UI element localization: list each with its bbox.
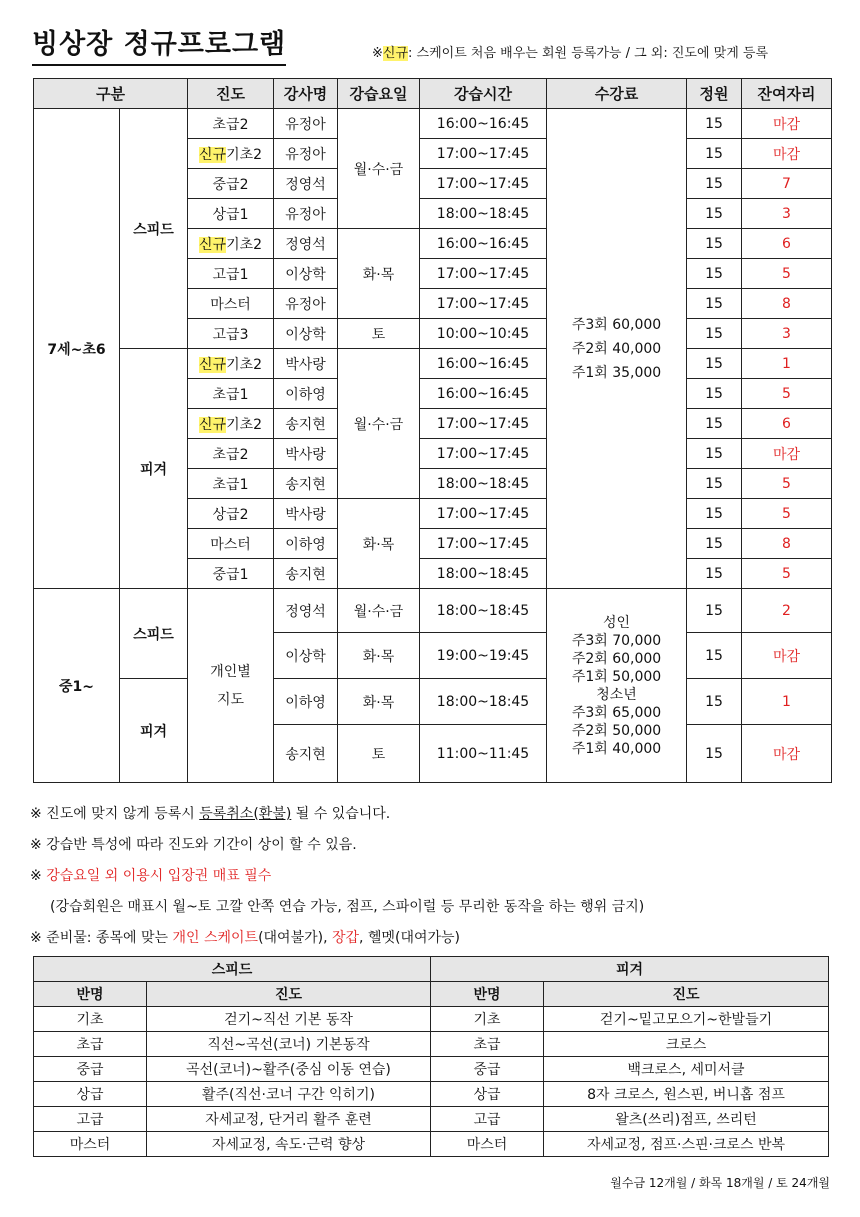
teacher: 정영석: [274, 589, 338, 633]
time: 17:00~17:45: [420, 499, 547, 529]
remaining: 마감: [742, 439, 832, 469]
capacity: 15: [687, 529, 742, 559]
fee-line: 청소년: [596, 686, 637, 703]
fee-line: 주3회 65,000: [571, 704, 662, 721]
capacity: 15: [687, 199, 742, 229]
header-category: 구분: [34, 79, 188, 109]
speed-desc: 활주(직선·코너 구간 익히기): [147, 1082, 431, 1107]
time: 19:00~19:45: [420, 633, 547, 679]
levels-title-row: [34, 957, 829, 982]
fee-line: 주1회 50,000: [571, 668, 662, 685]
note-practice: (강습회원은 매표시 월~토 고깔 안쪽 연습 가능, 점프, 스파이럴 등 무리한 동작을 하는 행위 금지): [50, 899, 645, 915]
speed-class: 상급: [34, 1082, 147, 1107]
fee: [547, 109, 687, 589]
teacher: 박사랑: [274, 499, 338, 529]
figure-desc: 백크로스, 세미서클: [544, 1057, 829, 1082]
remaining: 마감: [742, 139, 832, 169]
level: [188, 109, 274, 139]
age-group-elementary: 7세~초6: [34, 109, 120, 589]
level: [188, 439, 274, 469]
days: 화·목: [338, 499, 420, 589]
figure-class: 상급: [431, 1082, 544, 1107]
fee-line: 주2회 40,000: [571, 340, 662, 357]
table-row: [34, 1032, 829, 1057]
level: [188, 529, 274, 559]
speed-desc: 자세교정, 단거리 활주 훈련: [147, 1107, 431, 1132]
teacher: 송지현: [274, 559, 338, 589]
level: [188, 469, 274, 499]
notes: [30, 799, 840, 954]
remaining: 7: [742, 169, 832, 199]
days: 화·목: [338, 679, 420, 725]
new-tag: 신규: [199, 236, 227, 253]
capacity: 15: [687, 439, 742, 469]
capacity: 15: [687, 139, 742, 169]
remaining: 1: [742, 349, 832, 379]
levels-figure-title: 피겨: [431, 957, 829, 982]
time: 17:00~17:45: [420, 409, 547, 439]
header-fee: 수강료: [547, 79, 687, 109]
time: 17:00~17:45: [420, 529, 547, 559]
capacity: 15: [687, 679, 742, 725]
level-individual-line1: 개인별: [210, 663, 251, 680]
figure-desc: 왈츠(쓰리)점프, 쓰리턴: [544, 1107, 829, 1132]
time: 17:00~17:45: [420, 289, 547, 319]
fee-adult-youth: [547, 589, 687, 783]
capacity: 15: [687, 499, 742, 529]
legend-note: [372, 42, 768, 61]
speed-class: 중급: [34, 1057, 147, 1082]
speed-class: 마스터: [34, 1132, 147, 1157]
figure-desc: 크로스: [544, 1032, 829, 1057]
remaining: 5: [742, 469, 832, 499]
figure-desc: 걷기~밑고모으기~한발들기: [544, 1007, 829, 1032]
level: [188, 379, 274, 409]
level-name: 초급2: [212, 116, 249, 133]
level-name: 초급2: [212, 446, 249, 463]
level: [188, 409, 274, 439]
teacher: 유정아: [274, 289, 338, 319]
teacher: 송지현: [274, 725, 338, 783]
page-title: 빙상장 정규프로그램: [32, 28, 286, 66]
capacity: 15: [687, 633, 742, 679]
note-ticket: [30, 861, 840, 892]
new-tag: 신규: [199, 356, 227, 373]
remaining: 5: [742, 379, 832, 409]
level: [188, 559, 274, 589]
table-row: [34, 1132, 829, 1157]
header-teacher: 강사명: [274, 79, 338, 109]
level-name: 상급1: [212, 206, 249, 223]
table-row: [34, 1007, 829, 1032]
time: 17:00~17:45: [420, 439, 547, 469]
levels-class-header: 반명: [34, 982, 147, 1007]
table-row: [34, 589, 832, 633]
time: 11:00~11:45: [420, 725, 547, 783]
remaining: 마감: [742, 633, 832, 679]
remaining: 3: [742, 199, 832, 229]
sport-speed: 스피드: [120, 589, 188, 679]
speed-class: 기초: [34, 1007, 147, 1032]
time: 18:00~18:45: [420, 469, 547, 499]
note-text: ※ 진도에 맞지 않게 등록시: [30, 806, 200, 822]
time: 16:00~16:45: [420, 379, 547, 409]
level: [188, 499, 274, 529]
remaining: 6: [742, 409, 832, 439]
note-red: 장갑: [331, 930, 360, 946]
legend-mark: ※: [372, 46, 383, 61]
figure-class: 기초: [431, 1007, 544, 1032]
level: [188, 319, 274, 349]
level: [188, 259, 274, 289]
level-name: 기초2: [226, 356, 263, 373]
speed-desc: 곡선(코너)~활주(중심 이동 연습): [147, 1057, 431, 1082]
time: 18:00~18:45: [420, 559, 547, 589]
table-row: [34, 679, 832, 725]
time: 17:00~17:45: [420, 259, 547, 289]
teacher: 정영석: [274, 169, 338, 199]
days: 월·수·금: [338, 109, 420, 229]
table-row: [34, 109, 832, 139]
header-days: 강습요일: [338, 79, 420, 109]
level-name: 상급2: [212, 506, 249, 523]
level: [188, 229, 274, 259]
figure-class: 초급: [431, 1032, 544, 1057]
levels-level-header: 진도: [147, 982, 431, 1007]
note-red: 개인 스케이트: [172, 930, 259, 946]
time: 18:00~18:45: [420, 589, 547, 633]
fee-line: 주2회 50,000: [571, 722, 662, 739]
speed-class: 초급: [34, 1032, 147, 1057]
note-text: (대여불가),: [258, 930, 332, 946]
figure-desc: 자세교정, 점프·스핀·크로스 반복: [544, 1132, 829, 1157]
figure-class: 마스터: [431, 1132, 544, 1157]
teacher: 박사랑: [274, 349, 338, 379]
capacity: 15: [687, 379, 742, 409]
time: 17:00~17:45: [420, 139, 547, 169]
header-capacity: 정원: [687, 79, 742, 109]
note-ticket-text: 강습요일 외 이용시 입장권 매표 필수: [46, 868, 272, 884]
teacher: 이하영: [274, 379, 338, 409]
teacher: 유정아: [274, 139, 338, 169]
table-row: [34, 1082, 829, 1107]
level-name: 초급1: [212, 476, 249, 493]
teacher: 송지현: [274, 409, 338, 439]
table-row: [34, 349, 832, 379]
footer-note: 월수금 12개월 / 화목 18개월 / 토 24개월: [610, 1176, 830, 1190]
days: 월·수·금: [338, 349, 420, 499]
note-mark: ※: [30, 868, 47, 884]
days: 월·수·금: [338, 589, 420, 633]
time: 16:00~16:45: [420, 349, 547, 379]
speed-desc: 직선~곡선(코너) 기본동작: [147, 1032, 431, 1057]
note-supplies: [30, 923, 840, 954]
days: 토: [338, 725, 420, 783]
remaining: 8: [742, 529, 832, 559]
figure-class: 고급: [431, 1107, 544, 1132]
level: [188, 349, 274, 379]
level: [188, 199, 274, 229]
days: 화·목: [338, 633, 420, 679]
teacher: 정영석: [274, 229, 338, 259]
table-row: [34, 1107, 829, 1132]
remaining: 1: [742, 679, 832, 725]
remaining: 5: [742, 559, 832, 589]
level-individual-line2: 지도: [216, 691, 245, 708]
teacher: 유정아: [274, 199, 338, 229]
note-refund: [30, 799, 840, 830]
level: [188, 139, 274, 169]
capacity: 15: [687, 229, 742, 259]
note-text: ※ 준비물: 종목에 맞는: [30, 930, 173, 946]
note-period: ※ 강습반 특성에 따라 진도와 기간이 상이 할 수 있음.: [30, 837, 357, 853]
remaining: 2: [742, 589, 832, 633]
capacity: 15: [687, 409, 742, 439]
level-individual: [188, 589, 274, 783]
teacher: 이하영: [274, 679, 338, 725]
capacity: 15: [687, 169, 742, 199]
header-time: 강습시간: [420, 79, 547, 109]
teacher: 박사랑: [274, 439, 338, 469]
time: 16:00~16:45: [420, 229, 547, 259]
time: 17:00~17:45: [420, 169, 547, 199]
fee-line: 성인: [602, 614, 631, 631]
age-group-middle: 중1~: [34, 589, 120, 783]
level-name: 고급1: [212, 266, 249, 283]
new-tag: 신규: [199, 146, 227, 163]
teacher: 송지현: [274, 469, 338, 499]
time: 16:00~16:45: [420, 109, 547, 139]
capacity: 15: [687, 349, 742, 379]
note-underline: 등록취소(환불): [199, 806, 292, 822]
remaining: 3: [742, 319, 832, 349]
fee-line: 주2회 60,000: [571, 650, 662, 667]
level-name: 마스터: [210, 536, 251, 553]
fee-line: 주1회 40,000: [571, 740, 662, 757]
capacity: 15: [687, 319, 742, 349]
teacher: 이상학: [274, 259, 338, 289]
table-row: [34, 1057, 829, 1082]
capacity: 15: [687, 559, 742, 589]
note-text: , 헬멧(대여가능): [359, 930, 461, 946]
time: 18:00~18:45: [420, 199, 547, 229]
time: 18:00~18:45: [420, 679, 547, 725]
levels-table: [33, 956, 829, 1157]
fee-line: 주3회 60,000: [571, 316, 662, 333]
level: [188, 169, 274, 199]
level-name: 기초2: [226, 146, 263, 163]
level-name: 고급3: [212, 326, 249, 343]
levels-level-header: 진도: [544, 982, 829, 1007]
days: 토: [338, 319, 420, 349]
speed-desc: 자세교정, 속도·근력 향상: [147, 1132, 431, 1157]
teacher: 유정아: [274, 109, 338, 139]
level-name: 마스터: [210, 296, 251, 313]
header-row: [34, 79, 832, 109]
level: [188, 289, 274, 319]
new-tag: 신규: [199, 416, 227, 433]
remaining: 8: [742, 289, 832, 319]
remaining: 5: [742, 499, 832, 529]
note-text: 될 수 있습니다.: [291, 806, 391, 822]
capacity: 15: [687, 589, 742, 633]
level-name: 기초2: [226, 416, 263, 433]
header-remaining: 잔여자리: [742, 79, 832, 109]
teacher: 이상학: [274, 319, 338, 349]
teacher: 이하영: [274, 529, 338, 559]
capacity: 15: [687, 109, 742, 139]
level-name: 중급1: [212, 566, 249, 583]
days: 화·목: [338, 229, 420, 319]
sport-figure: 피겨: [120, 349, 188, 589]
sport-figure: 피겨: [120, 679, 188, 783]
levels-class-header: 반명: [431, 982, 544, 1007]
sport-speed: 스피드: [120, 109, 188, 349]
capacity: 15: [687, 259, 742, 289]
figure-desc: 8자 크로스, 원스핀, 버니홉 점프: [544, 1082, 829, 1107]
levels-speed-title: 스피드: [34, 957, 431, 982]
teacher: 이상학: [274, 633, 338, 679]
figure-class: 중급: [431, 1057, 544, 1082]
capacity: 15: [687, 725, 742, 783]
remaining: 5: [742, 259, 832, 289]
capacity: 15: [687, 469, 742, 499]
header-level: 진도: [188, 79, 274, 109]
new-tag: 신규: [382, 46, 409, 61]
fee-line: 주1회 35,000: [571, 364, 662, 381]
legend-text: : 스케이트 처음 배우는 회원 등록가능 / 그 외: 진도에 맞게 등록: [408, 46, 769, 61]
remaining: 마감: [742, 725, 832, 783]
level-name: 중급2: [212, 176, 249, 193]
remaining: 마감: [742, 109, 832, 139]
remaining: 6: [742, 229, 832, 259]
schedule-table: [33, 78, 832, 783]
capacity: 15: [687, 289, 742, 319]
level-name: 초급1: [212, 386, 249, 403]
speed-desc: 걷기~직선 기본 동작: [147, 1007, 431, 1032]
speed-class: 고급: [34, 1107, 147, 1132]
time: 10:00~10:45: [420, 319, 547, 349]
fee-line: 주3회 70,000: [571, 632, 662, 649]
level-name: 기초2: [226, 236, 263, 253]
levels-header-row: [34, 982, 829, 1007]
